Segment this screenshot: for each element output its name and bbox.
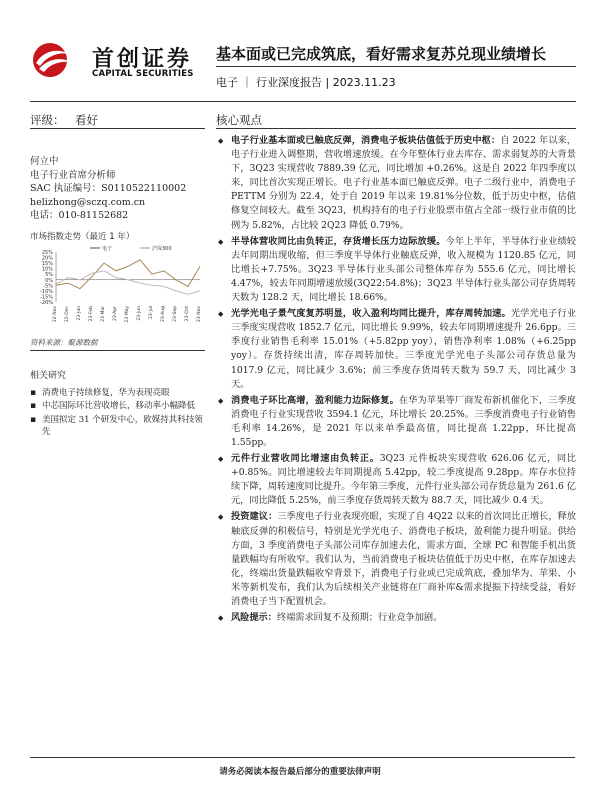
y-tick-label: -15% [40,294,53,301]
x-tick-label: 23-May [125,306,130,323]
related-item[interactable]: ▪ 中芯国际环比营收增长，移动率小幅降低 [30,400,205,413]
core-point-heading: 光学光电子景气度复苏明显，收入盈利均同比提升，库存周转加速。 [231,308,511,320]
x-tick-label: 23-Sep [173,306,178,322]
chart-title: 市场指数走势（最近 1 年） [30,232,135,242]
core-point-text: 三季度电子行业表现亮眼，实现了自 4Q22 以来的首次同比正增长，释放触底反弹的积极信号，特别是光学光电子、消费电子板块，盈利能力提升明显。供给方面，3 季度消费电子头部公司库存加速去化，需求方面，全球 PC 和智能手机出货量跌幅均有所收窄。我们认为，当前消费电子板块估值低于历史中枢，在库存加速去化，终端出货量跌幅收窄背景下，消费电子行业或已完成筑底，叠加华为、苹果、小米等新机发布，我们认为后续相关产业链将在厂商补库&需求提振下持续受益，看好消费电子当下配置机会。 [231,511,576,607]
y-tick-label: -20% [40,300,53,306]
core-point [218,307,576,392]
y-tick-label: 5% [45,272,53,279]
core-point-text: 在华为苹果等厂商发布新机催化下，三季度消费电子行业实现营收 3594.1 亿元，环比增长 20.25%。三季度消费电子行业销售毛利率 14.26%，是 2021 年以来单季最高值，同比提高 1.22pp，环比提高 1.55pp。 [231,394,576,448]
core-point-heading: 消费电子环比高增，盈利能力边际修复。 [231,394,399,406]
market-chart [30,230,205,338]
logo-en-text: CAPITAL SECURITIES [92,69,194,79]
series-line [56,271,200,294]
core-point-heading: 电子行业基本面或已触底反弹，消费电子板块估值低于历史中枢： [231,135,501,146]
core-points [218,134,576,627]
x-tick-label: 23-Mar [101,306,106,322]
x-tick-label: 23-Nov [197,306,202,323]
x-tick-label: 23-Jan [77,306,82,321]
x-tick-label: 22-Nov [53,306,58,323]
x-tick-label: 23-Oct [185,306,190,322]
x-tick-label: 23-Apr [113,306,118,322]
core-point [218,235,576,305]
core-divider [216,128,576,129]
report-header [0,0,600,100]
chart-plot [30,244,205,334]
header-divider [30,101,576,102]
related-item[interactable]: ▪ 美国拟定 31 个研发中心，欧媒持其科技领先 [30,414,205,439]
core-point-text: 3Q23 元件板块实现营收 626.06 亿元，同比+0.85%。同比增速较去年同期提高 5.42pp，较二季度提高 9.28pp。库存水位持续下降，周转速度同比提升。今年第三季度，元件行业头部公司存货总量为 261.6 亿元，同比降低 5.25%，前三季度存货周转天数为 88.7 天，同比减少 0.4 天。 [231,453,576,507]
related-item[interactable]: ▪ 消费电子持续修复，华为表现亮眼 [30,387,205,400]
core-title: 核心观点 [216,113,262,127]
analyst-role: 电子行业首席分析师 [30,169,116,181]
x-tick-label: 23-Aug [161,306,166,323]
x-tick-label: 23-Jul [149,306,154,320]
core-point-text: 终端需求回复不及预期；行业竞争加剧。 [276,612,443,624]
legend-label: 沪深300 [152,246,172,252]
chart-source: 资料来源：聚源数据 [30,338,98,347]
x-tick-label: 22-Dec [65,306,70,323]
y-tick-label: -10% [40,288,53,295]
core-point-heading: 元件行业营收同比增速由负转正。 [231,453,380,465]
y-tick-label: 0% [45,277,53,284]
core-point [218,510,576,609]
analyst-email[interactable]: helizhong@sczq.com.cn [30,196,146,208]
related-title: 相关研究 [30,371,67,381]
core-point-heading: 风险提示： [231,612,277,624]
company-logo [30,40,200,80]
legend-label: 电子 [102,246,113,252]
y-tick-label: 15% [41,261,53,268]
analyst-info [30,155,205,223]
logo-icon [30,40,86,80]
chart-divider [30,350,205,351]
core-point [218,611,576,625]
logo-cn-text: 首创证券 [92,47,193,72]
analyst-cert: SAC 执证编号：S0110522110002 [30,183,187,194]
core-point-text: 光学光电子行业三季度实现营收 1852.7 亿元，同比增长 9.99%，较去年同期增速提升 26.6pp。三季度行业销售毛利率 15.01%（+5.82pp yoy），销售净利率 1.08%（+6.25pp yoy）。存货持续出清，库存周转加快。三季度光学光电子头部公司存货总量为 1017.9 亿元，同比减少 3.6%；前三季度存货周转天数为 59.7 天，同比减少 3 天。 [231,308,576,390]
analyst-name: 何立中 [30,156,59,167]
y-tick-label: 10% [41,266,53,273]
core-point [218,134,576,233]
rating-label: 评级： [30,113,65,127]
core-point [218,452,576,508]
series-line [56,260,200,289]
report-title: 基本面或已完成筑底，看好需求复苏兑现业绩增长 [216,45,547,63]
rating-value: 看好 [75,113,98,127]
related-research [30,370,205,440]
core-point-heading: 投资建议： [231,511,278,523]
footer-divider [30,757,575,758]
x-tick-label: 23-Jun [137,306,142,321]
title-divider [216,66,576,67]
report-subtitle: 电子 ｜ 行业深度报告 | 2023.11.23 [216,76,396,89]
rating-divider [30,128,205,129]
y-tick-label: 25% [41,250,53,256]
core-point-text: 自 2022 年以来，电子行业进入调整期，营收增速放缓。在今年整体行业去库存、需求弱复苏的大背景下，3Q23 实现营收 7889.39 亿元，同比增加 +0.26%。这是自 2022 年四季度以来，同比首次实现正增长。电子行业基本面已触底反弹。电子二级行业中，消费电子 PETTM 分别为 22.4，处于自 2019 年以来 19.81%分位数，低于历史中枢，估值修复空间较大。截至 3Q23，机构持有的电子行业股票市值占全部一级行业市值的比例为 5.82%，占比较 2Q23 降低 0.79%。 [231,135,576,231]
y-tick-label: -5% [43,283,53,290]
legal-footer: 请务必阅读本报告最后部分的重要法律声明 [219,767,381,777]
analyst-phone: 电话：010-81152682 [30,210,129,221]
x-tick-label: 23-Feb [89,306,94,322]
core-point-heading: 半导体营收同比由负转正，存货增长压力边际放缓。 [231,235,446,247]
core-point [218,394,576,450]
core-point-text: 今年上半年，半导体行业业绩较去年同期出现收缩，但三季度半导体行业触底反弹，收入规模为 1120.85 亿元，同比增长+7.75%。3Q23 半导体行业头部公司整体库存为 555.6 亿元，同比增长 4.47%，较去年同期增速放缓(3Q22:54.8%)；3Q23 半导体行业头部公司存货周转天数为 128.2 天，同比增长 18.66%。 [231,235,576,304]
y-tick-label: 20% [41,255,53,262]
